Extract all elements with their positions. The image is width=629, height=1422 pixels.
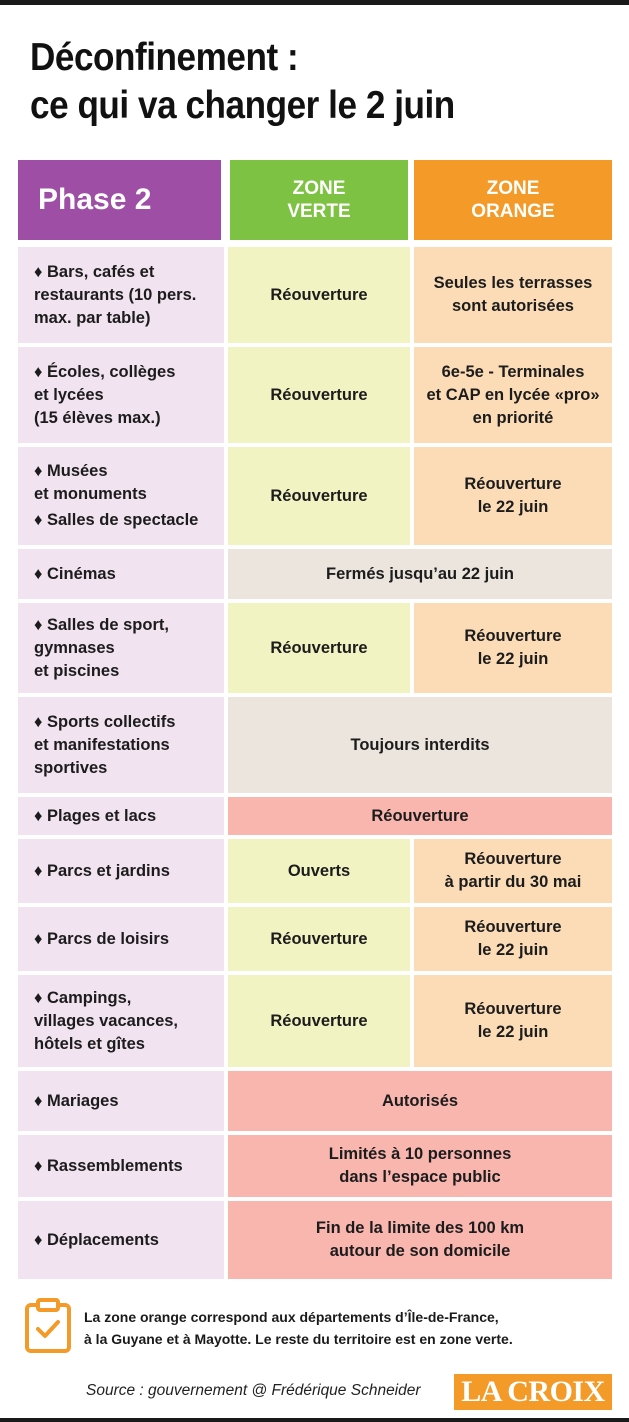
table-row-deplacements: [18, 1201, 612, 1279]
row-label: [18, 447, 224, 545]
zone-verte-value: Réouverture: [228, 975, 410, 1067]
value-line: le 22 juin: [477, 1023, 549, 1041]
row-label: [18, 907, 224, 971]
label-line: ♦ Cinémas: [34, 564, 116, 583]
value-line: autour de son domicile: [329, 1242, 511, 1260]
value-line: dans l’espace public: [339, 1168, 501, 1186]
both-zones-value: Autorisés: [228, 1071, 612, 1131]
row-label: [18, 247, 224, 343]
table-row-parcs-jardins: [18, 839, 612, 903]
value-line: à partir du 30 mai: [444, 873, 582, 891]
value-line: et CAP en lycée «pro»: [426, 385, 600, 404]
table-row-ecoles: [18, 347, 612, 443]
label-line: villages vacances,: [34, 1011, 179, 1030]
header-verte-line-2: VERTE: [287, 201, 351, 222]
row-label: [18, 603, 224, 693]
table-row-rassemblements: [18, 1135, 612, 1197]
both-zones-value: Réouverture: [228, 797, 612, 835]
label-line: et piscines: [34, 661, 120, 680]
value-line: sont autorisées: [452, 297, 574, 315]
row-label: [18, 347, 224, 443]
zone-orange-value: [414, 603, 612, 693]
header-verte-line-1: ZONE: [292, 178, 346, 199]
row-label: [18, 797, 224, 835]
zone-verte-value: Réouverture: [228, 447, 410, 545]
clipboard-check-icon: [24, 1298, 72, 1354]
value-line: Réouverture: [464, 475, 562, 493]
source-credit: Source : gouvernement @ Frédérique Schneider: [86, 1382, 421, 1399]
header-orange-line-1: ZONE: [486, 178, 540, 199]
label-line: ♦ Parcs de loisirs: [34, 929, 169, 948]
label-line: ♦ Écoles, collèges: [34, 362, 176, 381]
value-line: Réouverture: [464, 627, 562, 645]
table-row-musees: [18, 447, 612, 545]
both-zones-value: Fermés jusqu’au 22 juin: [228, 549, 612, 599]
zone-verte-value: Ouverts: [228, 839, 410, 903]
zone-verte-value: Réouverture: [228, 247, 410, 343]
value-line: Fin de la limite des 100 km: [315, 1219, 525, 1237]
header-orange-line-2: ORANGE: [471, 201, 555, 222]
value-line: Limités à 10 personnes: [328, 1145, 512, 1163]
zone-verte-value: Réouverture: [228, 907, 410, 971]
value-line: le 22 juin: [477, 498, 549, 516]
row-label: [18, 1135, 224, 1197]
row-label: [18, 975, 224, 1067]
title-line-2: ce qui va changer le 2 juin: [30, 84, 455, 127]
zone-orange-value: [414, 447, 612, 545]
label-line: ♦ Musées: [34, 462, 108, 480]
both-zones-value: [228, 1201, 612, 1279]
value-line: Seules les terrasses: [433, 274, 593, 292]
top-rule: [0, 0, 629, 5]
label-line: sportives: [34, 758, 108, 777]
header-zone-verte: [230, 160, 408, 240]
zone-verte-value: Réouverture: [228, 603, 410, 693]
table-row-sports-collectifs: [18, 697, 612, 793]
zone-orange-value: [414, 247, 612, 343]
zone-orange-value: [414, 839, 612, 903]
table-row-mariages: [18, 1071, 612, 1131]
table-row-salles-sport: [18, 603, 612, 693]
label-line: (15 élèves max.): [34, 408, 161, 427]
bottom-rule: [0, 1418, 629, 1422]
label-line: ♦ Déplacements: [34, 1230, 159, 1249]
label-line: ♦ Plages et lacs: [34, 806, 157, 825]
value-line: Réouverture: [464, 918, 562, 936]
table-row-bars: [18, 247, 612, 343]
label-line: et lycées: [34, 385, 104, 404]
page-title: [30, 34, 561, 130]
label-line: max. par table): [34, 308, 151, 327]
footer-note-line-1: La zone orange correspond aux départements d’Île-de-France,: [84, 1309, 499, 1325]
row-label: [18, 1201, 224, 1279]
la-croix-logo: LA CROIX: [454, 1374, 612, 1410]
label-line: ♦ Salles de spectacle: [34, 511, 199, 529]
label-line: ♦ Salles de sport,: [34, 615, 169, 634]
label-line: et monuments: [34, 485, 147, 503]
row-label: [18, 549, 224, 599]
zone-orange-value: [414, 907, 612, 971]
title-line-1: Déconfinement :: [30, 36, 299, 79]
label-line: ♦ Parcs et jardins: [34, 861, 170, 880]
zone-orange-value: [414, 347, 612, 443]
label-line: ♦ Campings,: [34, 988, 132, 1007]
row-label: [18, 839, 224, 903]
table-row-campings: [18, 975, 612, 1067]
label-line: gymnases: [34, 638, 115, 657]
value-line: 6e-5e - Terminales: [441, 362, 585, 381]
table-row-parcs-loisirs: [18, 907, 612, 971]
label-line: ♦ Rassemblements: [34, 1156, 183, 1175]
value-line: en priorité: [472, 408, 554, 427]
both-zones-value: Toujours interdits: [228, 697, 612, 793]
table-row-plages: [18, 797, 612, 835]
table-row-cinemas: [18, 549, 612, 599]
footer-note: [84, 1306, 604, 1350]
label-line: ♦ Sports collectifs: [34, 712, 176, 731]
value-line: le 22 juin: [477, 941, 549, 959]
footer-note-line-2: à la Guyane et à Mayotte. Le reste du territoire est en zone verte.: [84, 1331, 513, 1347]
zone-verte-value: Réouverture: [228, 347, 410, 443]
label-line: ♦ Mariages: [34, 1091, 119, 1110]
both-zones-value: [228, 1135, 612, 1197]
label-line: hôtels et gîtes: [34, 1034, 145, 1053]
header-phase: Phase 2: [18, 160, 221, 240]
label-line: et manifestations: [34, 735, 170, 754]
label-line: ♦ Bars, cafés et: [34, 262, 155, 281]
row-label: [18, 1071, 224, 1131]
value-line: Réouverture: [464, 850, 562, 868]
row-label: [18, 697, 224, 793]
label-line: restaurants (10 pers.: [34, 285, 197, 304]
value-line: Réouverture: [464, 1000, 562, 1018]
header-zone-orange: [414, 160, 612, 240]
value-line: le 22 juin: [477, 650, 549, 668]
zone-orange-value: [414, 975, 612, 1067]
